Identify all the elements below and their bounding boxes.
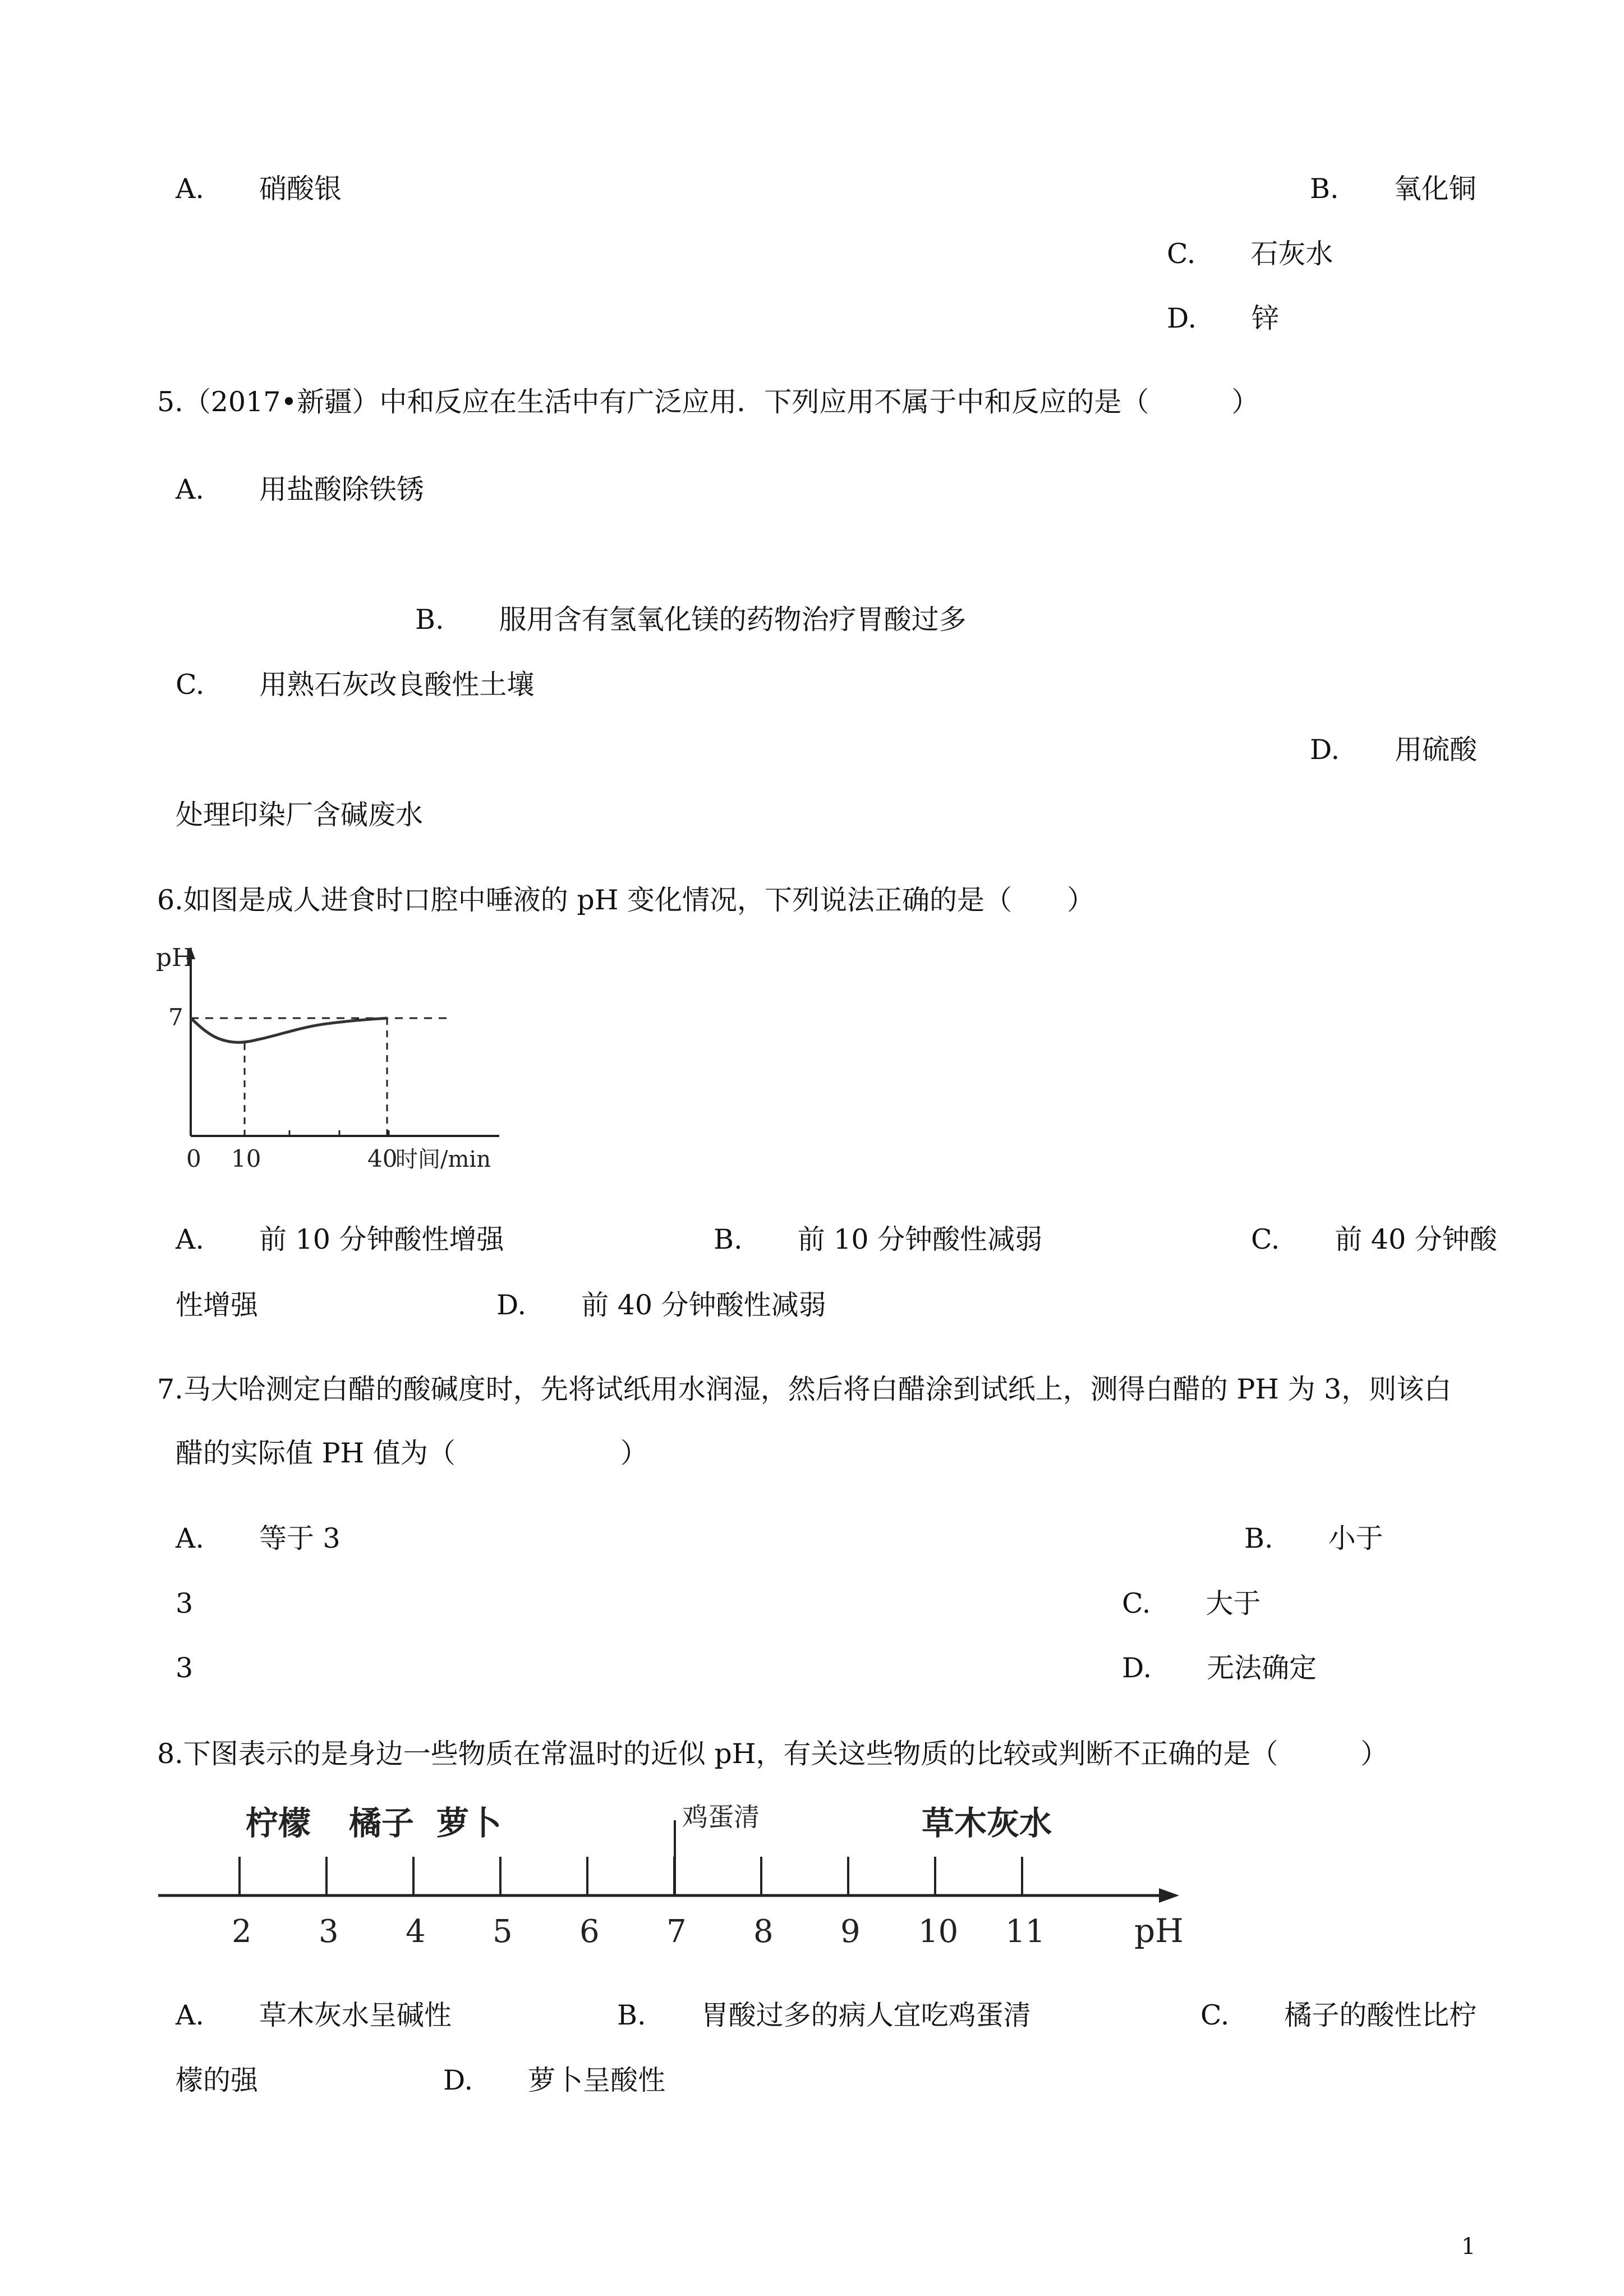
q4-option-d: D. 锌 bbox=[1167, 302, 1280, 334]
scale-label: 10 bbox=[918, 1913, 959, 1950]
scale-label: 2 bbox=[232, 1913, 252, 1950]
item-ningmeng: 柠檬 bbox=[246, 1804, 311, 1842]
scale-arrow bbox=[1159, 1888, 1179, 1903]
q5-stem: 5.（2017•新疆）中和反应在生活中有广泛应用．下列应用不属于中和反应的是（ ） bbox=[157, 386, 1259, 418]
q7-option-c: C. 大于 bbox=[1122, 1588, 1261, 1619]
scale-label: 9 bbox=[840, 1913, 861, 1950]
q8-option-d: D. 萝卜呈酸性 bbox=[443, 2064, 666, 2096]
x-tick-label-40: 40 bbox=[367, 1145, 398, 1172]
q5-option-c: C. 用熟石灰改良酸性土壤 bbox=[176, 669, 535, 701]
q6-stem: 6.如图是成人进食时口腔中唾液的 pH 变化情况，下列说法正确的是（ ） bbox=[157, 884, 1095, 916]
item-jidanqing: 鸡蛋清 bbox=[682, 1802, 760, 1832]
scale-label: 8 bbox=[753, 1913, 774, 1950]
item-juzi: 橘子 bbox=[349, 1804, 415, 1842]
q4-option-b: B. 氧化铜 bbox=[1310, 173, 1476, 205]
q6-option-a: A. 前 10 分钟酸性增强 bbox=[176, 1223, 504, 1255]
q6-ph-chart bbox=[151, 942, 510, 1178]
q8-option-c-continued: 檬的强 bbox=[176, 2064, 259, 2096]
q7-option-c-continued: 3 bbox=[176, 1652, 194, 1684]
q7-option-a: A. 等于 3 bbox=[176, 1522, 341, 1554]
q5-option-d-continued: 处理印染厂含碱废水 bbox=[176, 799, 424, 831]
x-tick-label-10: 10 bbox=[231, 1145, 261, 1172]
q7-option-b: B. 小于 bbox=[1244, 1522, 1383, 1554]
scale-label: 5 bbox=[493, 1913, 513, 1950]
q5-option-d: D. 用硫酸 bbox=[1310, 734, 1478, 766]
page-number: 1 bbox=[1461, 2234, 1476, 2260]
q5-option-a: A. 用盐酸除铁锈 bbox=[176, 473, 424, 505]
q4-option-a: A. 硝酸银 bbox=[176, 173, 342, 205]
ph-curve bbox=[191, 1018, 387, 1042]
scale-label: 4 bbox=[406, 1913, 426, 1950]
item-luobo: 萝卜 bbox=[436, 1804, 502, 1842]
q8-option-c: C. 橘子的酸性比柠 bbox=[1200, 1999, 1477, 2031]
scale-label: 3 bbox=[319, 1913, 339, 1950]
scale-label: 11 bbox=[1005, 1913, 1046, 1950]
q7-option-b-continued: 3 bbox=[176, 1588, 194, 1619]
item-caomuhuishui: 草木灰水 bbox=[922, 1804, 1052, 1842]
axis-label-ph: pH bbox=[1134, 1912, 1184, 1950]
x-tick-label-0: 0 bbox=[186, 1145, 201, 1172]
y-tick-label-7: 7 bbox=[168, 1004, 183, 1031]
q7-option-d: D. 无法确定 bbox=[1122, 1652, 1317, 1684]
q5-option-b: B. 服用含有氢氧化镁的药物治疗胃酸过多 bbox=[415, 604, 967, 636]
x-axis-label: 时间/min bbox=[395, 1147, 491, 1172]
scale-label: 7 bbox=[666, 1913, 687, 1950]
q6-option-d: D. 前 40 分钟酸性减弱 bbox=[496, 1289, 826, 1321]
q8-ph-scale bbox=[151, 1789, 1195, 1952]
y-axis-label: pH bbox=[156, 944, 194, 972]
q7-stem-line2: 醋的实际值 PH 值为（ ） bbox=[176, 1437, 648, 1469]
q7-stem-line1: 7.马大哈测定白醋的酸碱度时，先将试纸用水润湿，然后将白醋涂到试纸上，测得白醋的 PH 为 3，则该白 bbox=[157, 1373, 1452, 1405]
q6-option-c-continued: 性增强 bbox=[176, 1289, 259, 1321]
scale-label: 6 bbox=[579, 1913, 600, 1950]
q8-option-a: A. 草木灰水呈碱性 bbox=[176, 1999, 452, 2031]
q6-option-b: B. 前 10 分钟酸性减弱 bbox=[714, 1223, 1043, 1255]
q6-option-c: C. 前 40 分钟酸 bbox=[1251, 1223, 1497, 1255]
q4-option-c: C. 石灰水 bbox=[1167, 238, 1333, 270]
q8-stem: 8.下图表示的是身边一些物质在常温时的近似 pH，有关这些物质的比较或判断不正确的是（ ） bbox=[157, 1738, 1388, 1770]
q8-option-b: B. 胃酸过多的病人宜吃鸡蛋清 bbox=[617, 1999, 1031, 2031]
